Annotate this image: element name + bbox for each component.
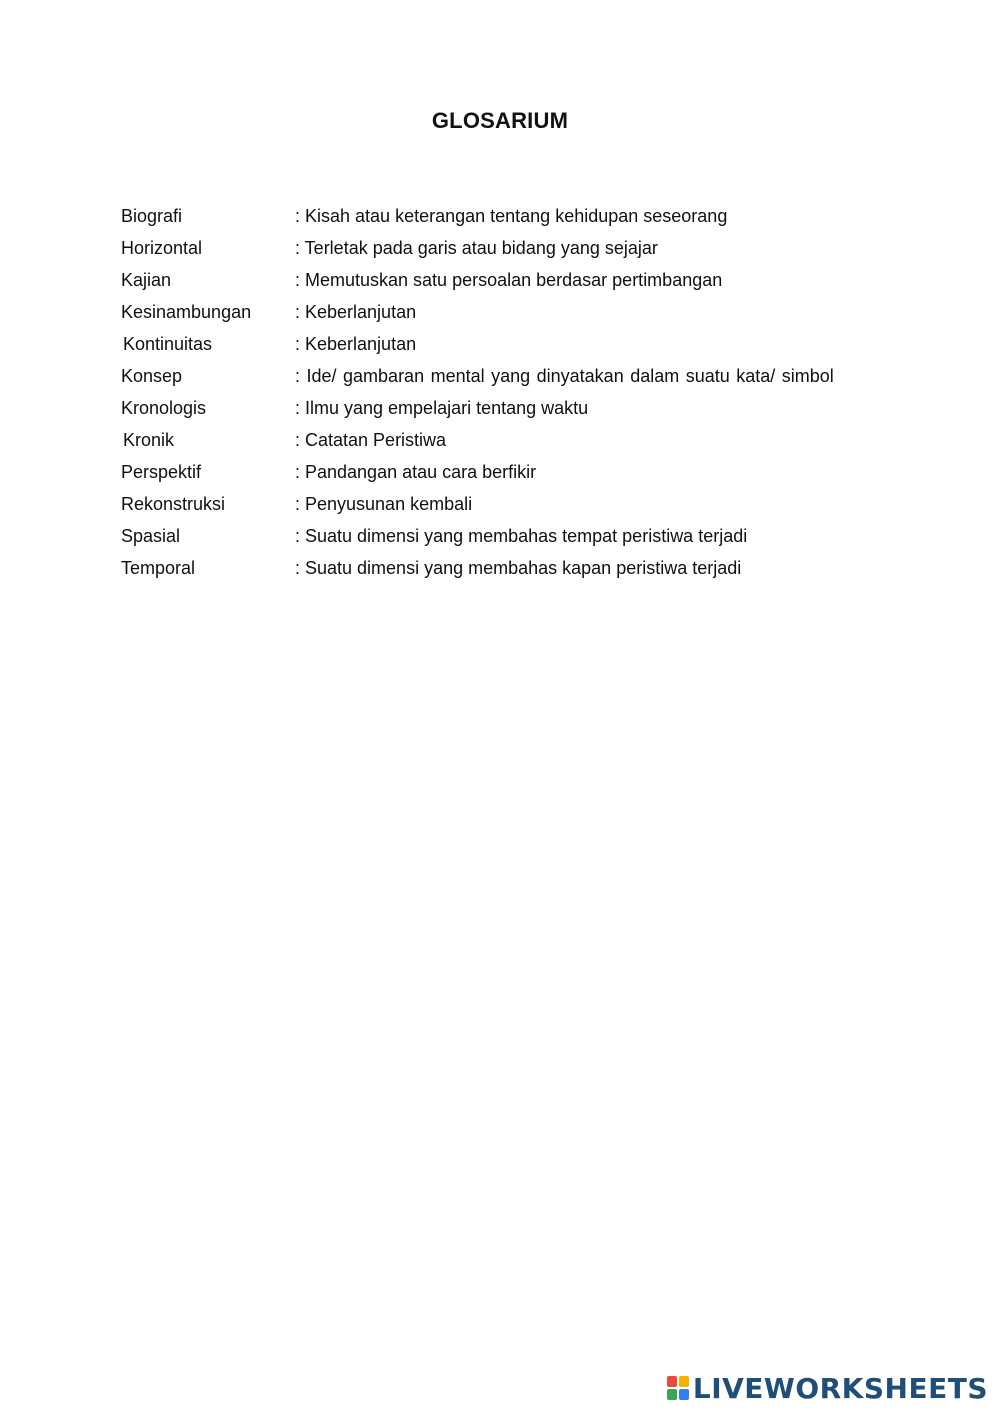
- glossary-definition: : Terletak pada garis atau bidang yang sejajar: [295, 237, 658, 258]
- glossary-term: Kajian: [121, 269, 172, 290]
- badge-square-icon: [667, 1389, 677, 1400]
- glossary-term: Biografi: [121, 205, 183, 226]
- glossary-entry: [121, 520, 881, 552]
- glossary-definition: : Catatan Peristiwa: [295, 429, 447, 450]
- glossary-term: Kronik: [123, 429, 175, 450]
- glossary-definition: : Suatu dimensi yang membahas tempat peristiwa terjadi: [295, 525, 748, 546]
- glossary-term: Kontinuitas: [123, 333, 213, 354]
- glossary-entry: [121, 424, 881, 456]
- page-title: GLOSARIUM: [431, 108, 569, 133]
- glossary-definition: : Ilmu yang empelajari tentang waktu: [295, 397, 589, 418]
- glossary-definition: : Keberlanjutan: [295, 333, 417, 354]
- glossary-term: Horizontal: [121, 237, 203, 258]
- glossary-definition: : Kisah atau keterangan tentang kehidupan seseorang: [295, 205, 728, 226]
- glossary-entry: [121, 456, 881, 488]
- glossary-entry: [121, 328, 881, 360]
- glossary-entry: [121, 296, 881, 328]
- glossary-term: Perspektif: [121, 461, 202, 482]
- glossary-entry: [121, 200, 881, 232]
- glossary-definition: : Suatu dimensi yang membahas kapan peristiwa terjadi: [295, 557, 742, 578]
- liveworksheets-badge-icon: [667, 1376, 689, 1400]
- glossary-entry: [121, 264, 881, 296]
- glossary-term: Konsep: [121, 365, 183, 386]
- glossary-entry: [121, 232, 881, 264]
- glossary-term: Spasial: [121, 525, 181, 546]
- glossary-definition: : Memutuskan satu persoalan berdasar pertimbangan: [295, 269, 723, 290]
- badge-square-icon: [667, 1376, 677, 1387]
- glossary-entry: [121, 360, 881, 392]
- glossary-term: Kronologis: [121, 397, 207, 418]
- badge-square-icon: [679, 1376, 689, 1387]
- glossary-definition: : Ide/ gambaran mental yang dinyatakan dalam suatu kata/ simbol: [295, 365, 834, 386]
- glossary-entry: [121, 392, 881, 424]
- glossary-entry: [121, 552, 881, 584]
- glossary-term: Kesinambungan: [121, 301, 252, 322]
- glossary-definition: : Penyusunan kembali: [295, 493, 473, 514]
- glossary-term: Temporal: [121, 557, 196, 578]
- badge-square-icon: [679, 1389, 689, 1400]
- glossary-list: [121, 200, 881, 584]
- glossary-term: Rekonstruksi: [121, 493, 226, 514]
- glossary-entry: [121, 488, 881, 520]
- liveworksheets-logo: [667, 1370, 988, 1406]
- glossary-definition: : Keberlanjutan: [295, 301, 417, 322]
- liveworksheets-wordmark: LIVEWORKSHEETS: [692, 1371, 988, 1405]
- glossary-definition: : Pandangan atau cara berfikir: [295, 461, 537, 482]
